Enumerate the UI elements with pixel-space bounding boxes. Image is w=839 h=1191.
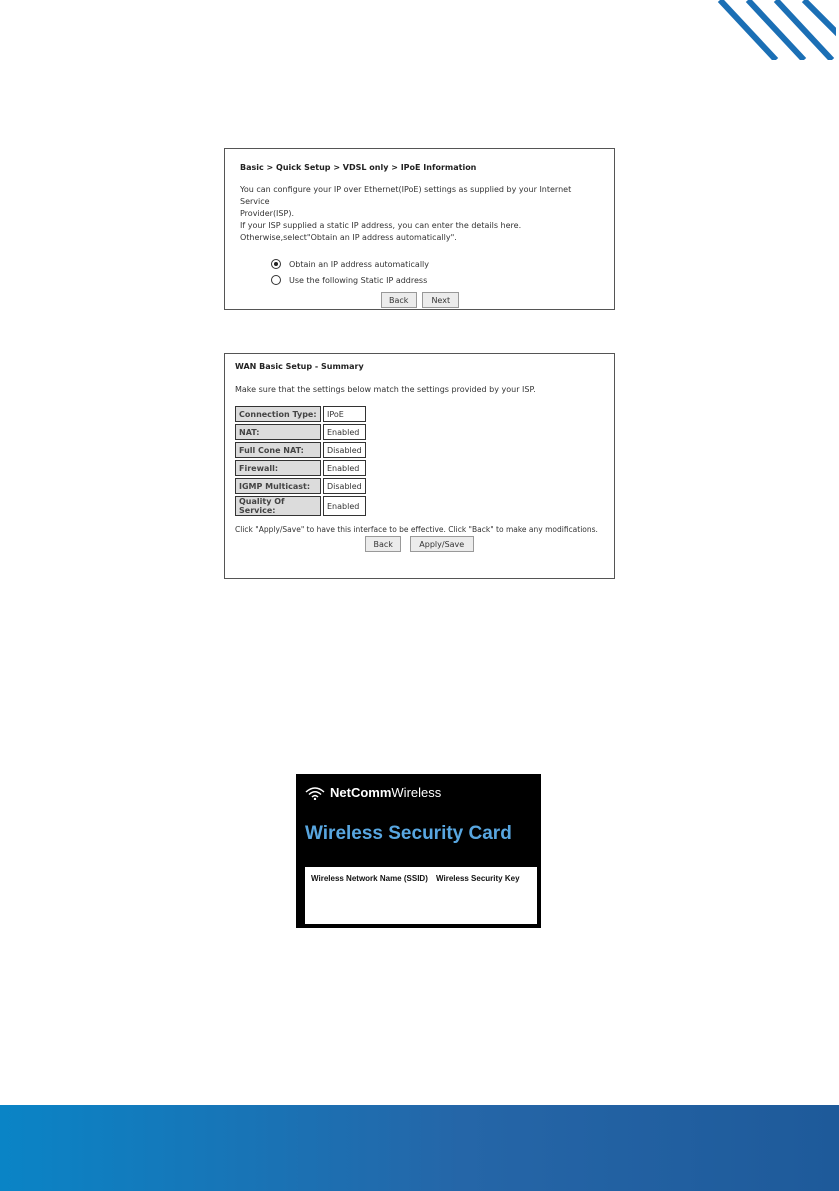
brand-name-bold: NetComm (330, 785, 392, 800)
ipoe-description-line-2: Provider(ISP). (240, 209, 294, 218)
card-info-box (305, 867, 537, 924)
table-row (235, 406, 366, 422)
row-value: Disabled (323, 442, 366, 458)
row-value: Disabled (323, 478, 366, 494)
table-row (235, 478, 366, 494)
ipoe-description-line-4: Otherwise,select"Obtain an IP address automatically". (240, 233, 457, 242)
navigation-buttons (240, 292, 600, 308)
row-label: Quality Of Service: (235, 496, 321, 516)
row-value: IPoE (323, 406, 366, 422)
summary-title: WAN Basic Setup - Summary (235, 362, 364, 371)
wan-summary-panel (224, 353, 615, 579)
ipoe-description-line-3: If your ISP supplied a static IP address, you can enter the details here. (240, 221, 522, 230)
back-button[interactable]: Back (381, 292, 417, 308)
row-value: Enabled (323, 424, 366, 440)
accent-stripe (748, 0, 804, 60)
ipoe-information-panel (224, 148, 615, 310)
breadcrumb: Basic > Quick Setup > VDSL only > IPoE Information (240, 163, 477, 172)
header-accent-stripes (716, 0, 836, 60)
option-static-ip-address[interactable] (271, 272, 600, 288)
option-label: Obtain an IP address automatically (289, 259, 430, 269)
accent-stripe (720, 0, 776, 60)
card-title: Wireless Security Card (305, 823, 512, 844)
table-row (235, 496, 366, 516)
summary-intro: Make sure that the settings below match the settings provided by your ISP. (235, 385, 536, 394)
page-footer-band (0, 1105, 839, 1191)
summary-buttons (235, 536, 604, 552)
row-label: NAT: (235, 424, 321, 440)
next-button[interactable]: Next (422, 292, 459, 308)
wireless-security-card (296, 774, 541, 928)
accent-stripe (776, 0, 832, 60)
back-button[interactable]: Back (365, 536, 401, 552)
security-key-column-label: Wireless Security Key (436, 874, 520, 883)
row-label: Connection Type: (235, 406, 321, 422)
table-row (235, 442, 366, 458)
apply-save-button[interactable]: Apply/Save (410, 536, 474, 552)
wifi-icon (305, 786, 325, 800)
radio-button[interactable] (271, 275, 281, 285)
row-label: Full Cone NAT: (235, 442, 321, 458)
row-value: Enabled (323, 496, 366, 516)
apply-note: Click "Apply/Save" to have this interface to be effective. Click "Back" to make any modifications. (235, 525, 598, 534)
table-row (235, 424, 366, 440)
brand-logo (305, 785, 441, 800)
ssid-column-label: Wireless Network Name (SSID) (311, 874, 428, 883)
table-row (235, 460, 366, 476)
ipoe-description-line-1: You can configure your IP over Ethernet(IPoE) settings as supplied by your Internet Service (240, 185, 572, 206)
option-obtain-ip-automatically[interactable] (271, 256, 600, 272)
row-value: Enabled (323, 460, 366, 476)
summary-table (233, 404, 368, 518)
radio-button-selected[interactable] (271, 259, 281, 269)
row-label: Firewall: (235, 460, 321, 476)
brand-name-regular: Wireless (391, 785, 442, 800)
brand-name (330, 785, 441, 800)
option-label: Use the following Static IP address (289, 275, 428, 285)
row-label: IGMP Multicast: (235, 478, 321, 494)
